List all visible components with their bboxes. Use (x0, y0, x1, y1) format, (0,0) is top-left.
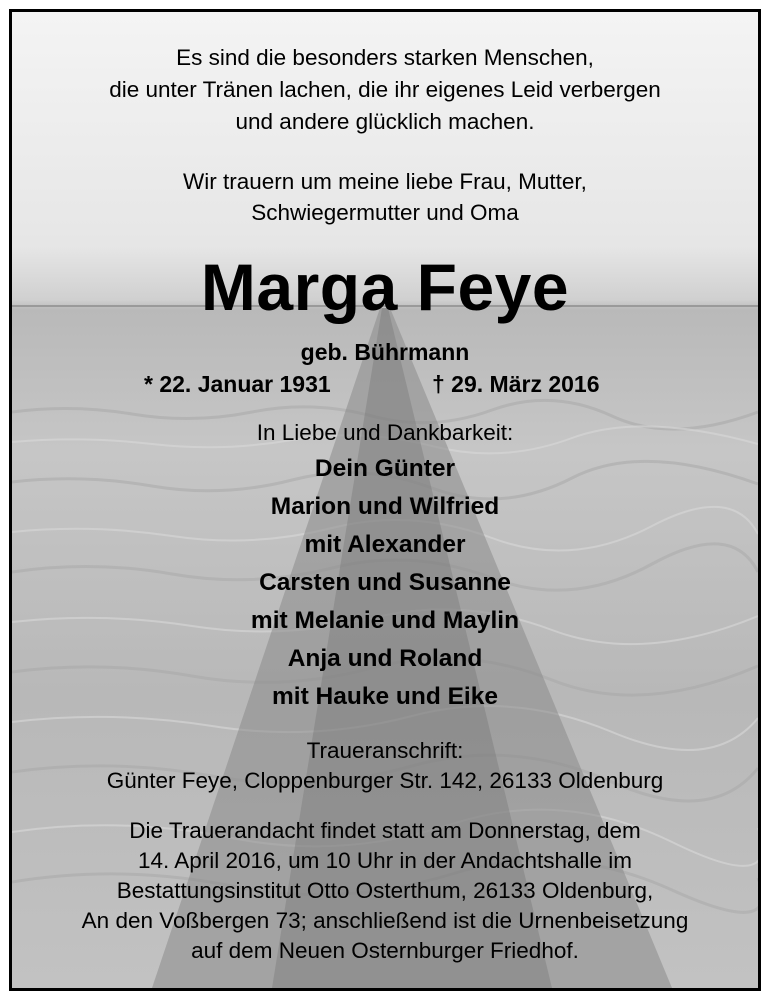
verse-line: die unter Tränen lachen, die ihr eigenes Leid verbergen (109, 77, 661, 102)
birth-date: * 22. Januar 1931 (144, 371, 331, 397)
service-info (12, 816, 758, 966)
family-list (12, 450, 758, 716)
family-member: mit Hauke und Eike (271, 683, 498, 710)
maiden-name: geb. Bührmann (300, 339, 470, 365)
intro (12, 166, 758, 228)
intro-line: Schwiegermutter und Oma (251, 200, 519, 225)
service-line: Die Trauerandacht findet statt am Donnerstag, dem (129, 818, 641, 843)
verse (12, 42, 758, 138)
verse-line: Es sind die besonders starken Menschen, (176, 45, 594, 70)
family-member: Dein Günter (314, 455, 456, 482)
obituary-notice (9, 9, 761, 991)
service-line: 14. April 2016, um 10 Uhr in der Andachtshalle im (137, 848, 633, 873)
family-member: Carsten und Susanne (259, 569, 511, 596)
address-text: Günter Feye, Cloppenburger Str. 142, 26133 Oldenburg (106, 768, 664, 793)
family-member: Marion und Wilfried (270, 493, 500, 520)
service-line: Bestattungsinstitut Otto Osterthum, 26133 Oldenburg, (116, 878, 654, 903)
thanks-heading: In Liebe und Dankbarkeit: (256, 420, 514, 445)
verse-line: und andere glücklich machen. (235, 109, 535, 134)
service-line: An den Voßbergen 73; anschließend ist die Urnenbeisetzung (81, 908, 689, 933)
death-date: † 29. März 2016 (432, 371, 600, 397)
family-member: Anja und Roland (287, 645, 483, 672)
service-line: auf dem Neuen Osternburger Friedhof. (191, 938, 579, 963)
family-member: mit Alexander (304, 531, 466, 558)
address-label: Traueranschrift: (306, 738, 464, 763)
deceased-name: Marga Feye (200, 250, 570, 324)
intro-line: Wir trauern um meine liebe Frau, Mutter, (183, 169, 587, 194)
life-dates (12, 369, 758, 399)
family-member: mit Melanie und Maylin (250, 607, 520, 634)
mourning-address (12, 736, 758, 796)
